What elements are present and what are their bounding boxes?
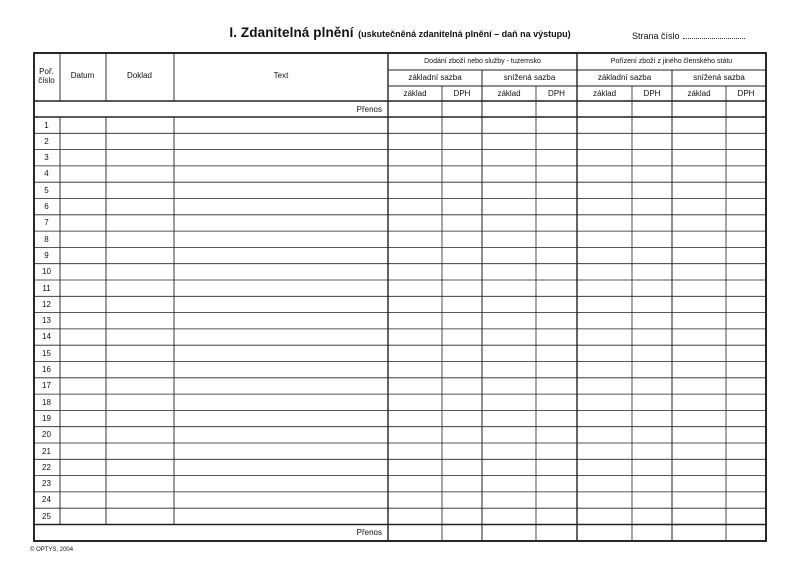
row-number: 15 <box>42 348 51 358</box>
header-eu-basic-vat: DPH <box>643 89 661 98</box>
page-number-label: Strana číslo <box>632 31 680 41</box>
row-number: 21 <box>42 446 51 456</box>
row-number: 23 <box>42 479 51 489</box>
row-number: 22 <box>42 462 51 472</box>
header-text: Text <box>273 71 289 80</box>
header-domestic-basic-rate: základní sazba <box>408 73 462 82</box>
header-doklad: Doklad <box>127 71 152 80</box>
row-number: 5 <box>44 185 49 195</box>
row-number: 14 <box>42 332 51 342</box>
row-number: 16 <box>42 365 51 374</box>
header-group-domestic: Dodání zboží nebo služby - tuzemsko <box>424 58 541 65</box>
header-eu-basic-rate: základní sazba <box>597 73 652 82</box>
row-number: 25 <box>42 511 51 521</box>
header-domestic-reduced-rate: snížená sazba <box>503 73 556 82</box>
header-domestic-basic-vat: DPH <box>453 89 471 98</box>
header-eu-reduced-base: základ <box>687 89 711 98</box>
header-pol-cislo: Poř. číslo <box>38 67 55 85</box>
header-datum: Datum <box>70 71 95 80</box>
header-group-eu: Pořízení zboží z jiného členského státu <box>610 58 733 65</box>
row-number: 10 <box>42 267 51 277</box>
row-number: 7 <box>44 218 49 228</box>
header-eu-reduced-vat: DPH <box>737 89 755 98</box>
header-domestic-reduced-vat: DPH <box>548 89 565 98</box>
row-number: 3 <box>44 153 49 163</box>
row-number: 1 <box>44 120 49 130</box>
row-number: 12 <box>42 299 51 309</box>
row-number: 4 <box>44 169 49 179</box>
header-domestic-reduced-base: základ <box>497 89 521 98</box>
row-number: 8 <box>44 234 49 244</box>
carry-over-bottom-label: Přenos <box>356 528 382 537</box>
row-number: 20 <box>42 430 51 440</box>
carry-over-top-label: Přenos <box>356 105 382 114</box>
title-subtitle: (uskutečněná zdanitelná plnění – daň na výstupu) <box>358 29 571 39</box>
row-number: 18 <box>42 397 51 407</box>
header-domestic-basic-base: základ <box>403 89 427 98</box>
row-number: 6 <box>44 202 49 211</box>
row-number: 13 <box>42 316 51 326</box>
title-main: I. Zdanitelná plnění <box>229 25 354 40</box>
row-number: 19 <box>42 413 51 423</box>
row-number: 11 <box>42 283 51 293</box>
row-number: 2 <box>44 136 49 146</box>
row-number: 9 <box>44 250 49 260</box>
header-eu-reduced-rate: snížená sazba <box>693 73 745 82</box>
row-number: 24 <box>42 495 51 505</box>
header-eu-basic-base: základ <box>592 89 617 98</box>
copyright: © OPTYS, 2004 <box>30 547 74 553</box>
row-number: 17 <box>42 381 51 391</box>
table-frame <box>34 53 766 541</box>
